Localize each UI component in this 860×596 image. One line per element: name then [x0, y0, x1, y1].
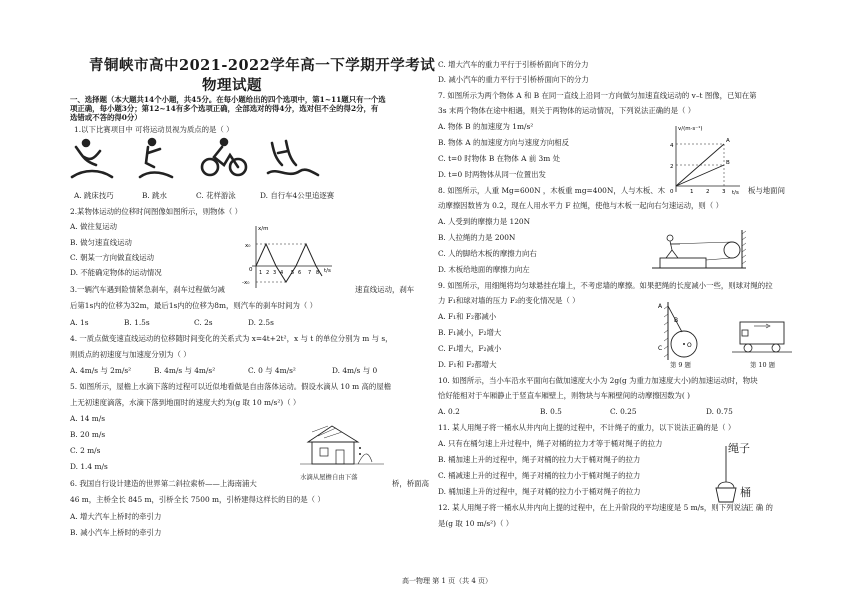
q10-figure-caption: 第 10 题 [750, 361, 775, 369]
q6-option-c: C. 增大汽车的重力平行于引桥桥面向下的分力 [438, 60, 589, 69]
q9-option-d: D. F₁和 F₂都增大 [438, 360, 497, 369]
q7-graph-label-a: A [726, 138, 730, 144]
q7-graph-x2: 2 [706, 189, 710, 195]
q11-bucket-label: 桶 [740, 486, 751, 499]
q2-option-d: D. 不能确定物体的运动情况 [70, 268, 162, 277]
q1-option-d: D. 自行车4公里追逐赛 [260, 191, 335, 200]
q6-line1b: 桥，桥面高 [392, 479, 429, 488]
q2-option-c: C. 朝某一方向做直线运动 [70, 253, 154, 262]
q2-tick-4: 4 [280, 270, 284, 276]
q12-line2: 是(g 取 10 m/s²)（ ） [438, 519, 514, 528]
q2-tick-6: 6 [298, 270, 302, 276]
q4-line1: 4. 一质点做变速直线运动的位移随时间变化的关系式为 x=4t+2t²，x 与 t 的单位分别为 m 与 s， [70, 334, 393, 343]
q4-line2: 则质点的初速度与加速度分别为（ ） [70, 350, 191, 359]
q10-option-c: C. 0.25 [610, 407, 637, 416]
q2-tick-1: 1 [259, 270, 263, 276]
q3-option-b: B. 1.5s [124, 318, 150, 327]
q2-graph-xlabel: t/s [324, 268, 331, 274]
q9-option-b: B. F₁减小，F₂增大 [438, 328, 502, 337]
q7-graph-origin: 0 [670, 189, 674, 195]
q9-label-c: C [658, 345, 663, 352]
q2-graph-negx0: -x₀ [242, 280, 250, 286]
q9-line2: 力 F₁和球对墙的压力 F₂的变化情况是（ ） [438, 296, 580, 305]
q11-option-c: C. 桶减速上升的过程中，绳子对桶的拉力小于桶对绳子的拉力 [438, 471, 641, 480]
q10-line2: 恰好能相对于车厢静止于竖直车厢壁上，则物块与车厢壁间的动摩擦因数为( ) [438, 391, 691, 400]
q5-picture-caption: 水滴从屋檐自由下落 [300, 473, 358, 481]
section-heading-3: 选错或不答的得0分） [70, 113, 142, 122]
q2-tick-3: 3 [273, 270, 277, 276]
q11-option-b: B. 桶加速上升的过程中，绳子对桶的拉力大于桶对绳子的拉力 [438, 455, 641, 464]
q3-line1b: 速直线运动，刹车 [355, 285, 415, 294]
q7-graph-xlabel: t/s [732, 190, 739, 196]
q8-option-a: A. 人受到的摩擦力是 120N [438, 217, 531, 226]
q8-option-d: D. 木板给地面的摩擦力向左 [438, 265, 530, 274]
q9-option-c: C. F₁增大，F₂减小 [438, 344, 502, 353]
q2-tick-2: 2 [266, 270, 270, 276]
q2-option-a: A. 做往复运动 [70, 222, 117, 231]
q7-graph-x3: 3 [722, 189, 726, 195]
q11-rope-label: 绳子 [728, 442, 750, 455]
q3-option-d: D. 2.5s [248, 318, 274, 327]
page-footer: 高一物理 第 1 页（共 4 页） [402, 577, 493, 585]
q6-line2: 46 m，主桥全长 845 m，引桥全长 7500 m，引桥建得这样长的目的是（ ） [70, 495, 325, 504]
q9-label-o: O [687, 342, 692, 349]
q6-option-d: D. 减小汽车的重力平行于引桥桥面向下的分力 [438, 75, 589, 84]
q8-option-b: B. 人拉绳的力是 200N [438, 233, 516, 242]
q9-figure-caption: 第 9 题 [670, 361, 691, 369]
exam-title-line2: 物理试题 [202, 77, 262, 94]
q7-graph-x1: 1 [690, 189, 694, 195]
q2-tick-5: 5 [291, 270, 295, 276]
q2-xt-graph [236, 220, 336, 290]
q7-line1: 7. 如图所示为两个物体 A 和 B 在同一直线上沿同一方向做匀加速直线运动的 v–t 图像，已知在第 [438, 91, 757, 100]
q8-line1: 8. 如图所示，人重 Mg=600N ，木板重 mg=400N，人与木板、木 [438, 186, 666, 195]
q3-option-a: A. 1s [70, 318, 89, 327]
q11-option-a: A. 只有在桶匀速上升过程中，绳子对桶的拉力才等于桶对绳子的拉力 [438, 439, 663, 448]
q6-option-b: B. 减小汽车上桥时的牵引力 [70, 528, 162, 537]
q2-stem: 2.某物体运动的位移时间图像如图所示，则物体（ ） [70, 207, 242, 216]
q7-option-c: C. t=0 时物体 B 在物体 A 前 3m 处 [438, 154, 561, 163]
q10-option-d: D. 0.75 [706, 407, 733, 416]
q5-option-b: B. 20 m/s [70, 430, 106, 439]
q2-graph-origin: 0 [249, 267, 253, 273]
q11-option-d: D. 桶加速上升的过程中，绳子对桶的拉力小于桶对绳子的拉力 [438, 487, 641, 496]
q3-line1: 3.一辆汽车遇到险情紧急刹车，刹车过程做匀减 [70, 285, 225, 294]
q7-line2: 3s 末两个物体在途中相遇，则关于两物体的运动情况，下列说法正确的是（ ） [438, 106, 696, 115]
q1-option-b: B. 跳水 [142, 191, 167, 200]
q5-house-picture [298, 422, 388, 470]
q9-line1: 9. 如图所示，用细绳将均匀球悬挂在墙上，不考虑墙的摩擦。如果把绳的长度减小一些，则球对绳的拉 [438, 281, 773, 290]
trampoline-pictogram [72, 140, 112, 177]
q9-label-b: B [674, 317, 679, 324]
cycling-pictogram [202, 139, 246, 175]
q7-graph-y2: 2 [670, 164, 674, 170]
exam-title-line1: 青铜峡市高中2021-2022学年高一下学期开学考试 [89, 57, 436, 74]
section-heading-1: 一、选择题（本大题共14个小题，共45分。在每小题给出的四个选项中，第1~11题只有一个选 [70, 95, 386, 104]
q1-option-c: C. 花样游泳 [196, 191, 236, 200]
q7-vt-graph [664, 120, 746, 196]
q3-line2: 后第1s内的位移为32m，最后1s内的位移为8m，则汽车的刹车时间为（ ） [70, 301, 318, 310]
q11-bucket-figure [712, 444, 740, 504]
q7-graph-y4: 4 [670, 143, 674, 149]
q10-cart-figure [730, 314, 794, 356]
q5-option-d: D. 1.4 m/s [70, 462, 108, 471]
q4-option-a: A. 4m/s 与 2m/s² [70, 366, 132, 375]
q6-option-a: A. 增大汽车上桥时的牵引力 [70, 512, 162, 521]
q1-sport-pictograms [70, 137, 340, 181]
q4-option-b: B. 4m/s 与 4m/s² [154, 366, 216, 375]
q2-tick-7: 7 [308, 270, 312, 276]
q8-pulley-figure [650, 228, 750, 272]
q10-option-b: B. 0.5 [540, 407, 562, 416]
q9-label-a: A [658, 303, 663, 310]
q8-line1b: 板与地面间 [748, 186, 785, 195]
q9-hanging-ball-figure [652, 300, 716, 362]
q4-option-c: C. 0 与 4m/s² [248, 366, 296, 375]
q12-line1b: 正 确 的 [746, 503, 773, 512]
q7-option-d: D. t=0 时两物体从同一位置出发 [438, 170, 546, 179]
q7-option-a: A. 物体 B 的加速度为 1m/s² [438, 122, 534, 131]
q10-line1: 10. 如图所示，当小车沿水平面向右做加速度大小为 2g(g 为重力加速度大小)的加速运动时，物块 [438, 376, 758, 385]
q7-graph-label-b: B [726, 160, 730, 166]
q5-line2: 上无初速度滴落，水滴下落到地面时的速度大约为(g 取 10 m/s²)（ ） [70, 398, 301, 407]
q9-option-a: A. F₁和 F₂都减小 [438, 312, 497, 321]
q5-option-a: A. 14 m/s [70, 414, 106, 423]
q5-option-c: C. 2 m/s [70, 446, 101, 455]
q10-option-a: A. 0.2 [438, 407, 460, 416]
q7-graph-ylabel: v/(m·s⁻¹) [678, 126, 703, 132]
diving-pictogram [140, 139, 172, 177]
q6-line1: 6. 我国自行设计建造的世界第二斜拉索桥——上海南浦大 [70, 479, 257, 488]
q5-line1: 5. 如图所示，屋檐上水滴下落的过程可以近似地看做是自由落体运动。假设水滴从 10 m 高的屋檐 [70, 382, 392, 391]
q2-tick-8: 8 [316, 270, 320, 276]
synchronized-swimming-pictogram [268, 141, 318, 175]
q11-stem: 11. 某人用绳子将一桶水从井内向上提的过程中，不计绳子的重力，以下说法正确的是（ ） [438, 423, 736, 432]
q2-graph-ylabel: x/m [258, 226, 269, 232]
section-heading-2: 项正确，每小题3分；第12~14有多个选项正确，全部选对的得4分，选对但不全的得2分，有 [70, 104, 379, 113]
q2-graph-x0: x₀ [245, 243, 251, 249]
q3-option-c: C. 2s [194, 318, 213, 327]
q7-option-b: B. 物体 A 的加速度方向与速度方向相反 [438, 138, 570, 147]
q8-option-c: C. 人的脚给木板的摩擦力向右 [438, 249, 537, 258]
q1-option-a: A. 跳床技巧 [74, 191, 114, 200]
q4-option-d: D. 4m/s 与 0 [332, 366, 378, 375]
q8-line2: 动摩擦因数皆为 0.2，现在人用水平力 F 拉绳，使他与木板一起向右匀速运动，则（ ） [438, 201, 723, 210]
q2-option-b: B. 做匀速直线运动 [70, 238, 132, 247]
q12-line1: 12. 某人用绳子将一桶水从井内向上提的过程中，在上升阶段的平均速度是 5 m/s，则下列说法 [438, 503, 749, 512]
q1-stem: 1.以下比赛项目中 可将运动员视为质点的是（ ） [74, 125, 234, 134]
